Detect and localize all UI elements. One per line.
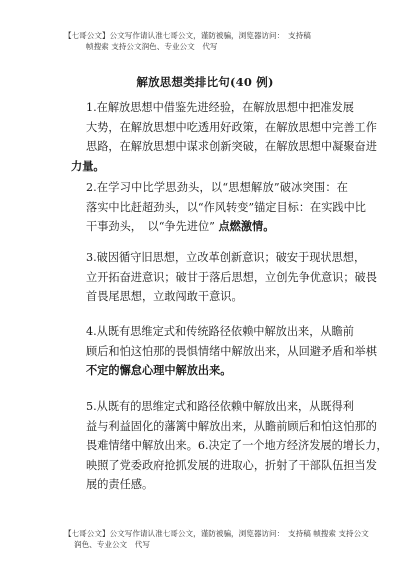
paragraph-5-line-1: 5.从既有的思维定式和路径依赖中解放出来，从既得利: [86, 400, 354, 413]
header-notice: [64, 30, 311, 52]
paragraph-1-line-4: 力量。: [71, 158, 105, 173]
paragraph-5-line-3: 畏难情绪中解放出来。6.决定了一个地方经济发展的增长力，: [86, 439, 388, 452]
paragraph-5-line-4: 映照了党委政府抢抓发展的进取心，折射了干部队伍担当发: [86, 458, 377, 472]
paragraph-5-line-5: 展的责任感。: [86, 478, 154, 491]
paragraph-1-line-2: 大势，在解放思想中吃透用好政策，在解放思想中完善工作: [86, 120, 377, 134]
paragraph-1-line-1: 1.在解放思想中借鉴先进经验，在解放思想中把准发展: [86, 101, 354, 114]
paragraph-2: [86, 178, 366, 237]
paragraph-4-line-3: 不定的懈怠心理中解放出来。: [86, 363, 232, 377]
paragraph-4: [86, 322, 377, 381]
paragraph-3: [86, 248, 377, 307]
header-notice-line-1: 【七哥公文】公文写作请认准七哥公文，谨防被骗，浏览器访问： 支持稿: [64, 31, 311, 40]
emphasis-text: 点燃激情。: [218, 219, 275, 233]
paragraph-1: [71, 98, 377, 176]
paragraph-2-line-1: 2.在学习中比学思劲头，以“思想解放”破冰突围：在: [86, 181, 348, 194]
document-title: 解放思想类排比句(40 例): [136, 75, 274, 89]
paragraph-5-line-2: 益与利益固化的藩篱中解放出来，从瞻前顾后和怕这怕那的: [86, 419, 377, 433]
paragraph-3-line-1: 3.破因循守旧思想，立改革创新意识；破安于现状思想，: [86, 251, 366, 264]
footer-notice-line-2: 润色、专业公文 代写: [74, 540, 150, 549]
paragraph-4-line-1: 4.从既有思维定式和传统路径依赖中解放出来，从瞻前: [86, 325, 354, 338]
paragraph-1-line-3: 思路，在解放思想中谋求创新突破，在解放思想中凝聚奋进: [86, 140, 377, 153]
footer-notice-line-1: 【七哥公文】公文写作请认准七哥公文，谨防被骗，浏览器访问： 支持稿 帧搜索 支持公文: [64, 529, 369, 538]
paragraph-2-line-3: 干事劲头， 以“争先进位” 点燃激情。: [86, 219, 275, 233]
paragraph-3-line-2: 立开拓奋进意识；破甘于落后思想，立创先争优意识；破畏: [86, 270, 377, 284]
header-notice-line-2: 帧搜索 支持公文润色、专业公文 代写: [86, 42, 218, 51]
paragraph-2-line-2: 落实中比赶超劲头，以“作风转变”锚定目标：在实践中比: [86, 200, 366, 214]
paragraph-3-line-3: 首畏尾思想，立敢闯敢干意识。: [86, 290, 243, 303]
paragraph-4-line-2: 顾后和怕这怕那的畏惧情绪中解放出来，从回避矛盾和举棋: [86, 344, 377, 358]
paragraph-5: [86, 397, 388, 495]
footer-notice: [64, 528, 369, 550]
